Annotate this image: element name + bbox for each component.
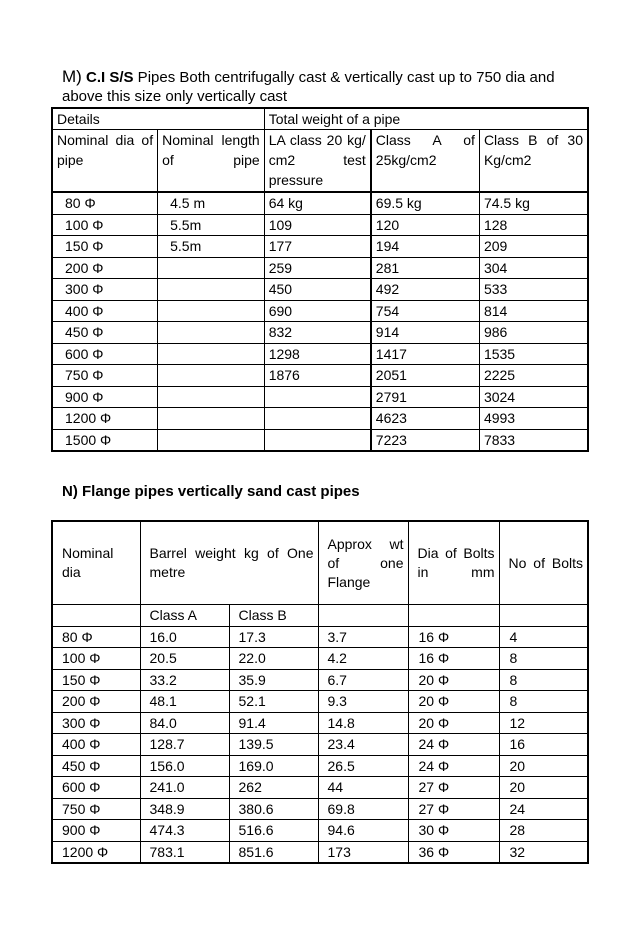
- table2-cell-class-a: 783.1: [140, 841, 229, 863]
- table1-col-nominal-length: Nominal length of pipe: [158, 130, 265, 193]
- table2-cell-class-b: 17.3: [229, 626, 318, 648]
- table1-cell-class-a: 4623: [371, 408, 480, 430]
- table1-cell-la-class: 832: [264, 322, 371, 344]
- section-n-heading: N) Flange pipes vertically sand cast pipes: [62, 483, 360, 500]
- table2-cell-class-a: 33.2: [140, 669, 229, 691]
- table1-cell-la-class: [264, 386, 371, 408]
- table1-cell-length: 5.5m: [158, 214, 265, 236]
- table1-cell-class-b: 74.5 kg: [479, 192, 588, 214]
- table2-cell-no-bolts: 8: [499, 669, 588, 691]
- table2-row: [52, 626, 588, 648]
- table1-cell-length: [158, 408, 265, 430]
- table2-row: [52, 841, 588, 863]
- table1-cell-length: [158, 343, 265, 365]
- table2-cell-no-bolts: 8: [499, 648, 588, 670]
- table1-col-class-a: Class A of 25kg/cm2: [371, 130, 480, 193]
- table1-cell-class-a: 914: [371, 322, 480, 344]
- table1-cell-dia: 100 Φ: [52, 214, 158, 236]
- table2-cell-approx-wt: 4.2: [318, 648, 408, 670]
- table1-row: [52, 322, 588, 344]
- table2-cell-class-b: 91.4: [229, 712, 318, 734]
- table2-cell-class-b: 22.0: [229, 648, 318, 670]
- table2-col-approx-wt: Approx wt of one Flange: [318, 521, 408, 605]
- table2-cell-no-bolts: 16: [499, 734, 588, 756]
- table2-cell-class-a: 84.0: [140, 712, 229, 734]
- table2-cell-dia: 80 Φ: [52, 626, 140, 648]
- table2-sub-class-a: Class A: [140, 605, 229, 627]
- table1-cell-class-b: 304: [479, 257, 588, 279]
- table1-cell-dia: 300 Φ: [52, 279, 158, 301]
- table1-cell-class-b: 7833: [479, 429, 588, 451]
- table2-cell-approx-wt: 6.7: [318, 669, 408, 691]
- table2-cell-dia-bolts: 24 Φ: [408, 755, 499, 777]
- table1-row: [52, 408, 588, 430]
- table2-col-barrel-weight: Barrel weight kg of One metre: [140, 521, 318, 605]
- table2-cell-approx-wt: 94.6: [318, 820, 408, 842]
- table2-cell-approx-wt: 173: [318, 841, 408, 863]
- table1-cell-class-b: 4993: [479, 408, 588, 430]
- table1-row: [52, 429, 588, 451]
- table1-body: [52, 192, 588, 451]
- table1-row: [52, 236, 588, 258]
- table2-row: [52, 734, 588, 756]
- table1-cell-dia: 900 Φ: [52, 386, 158, 408]
- table2-subheader-row: [52, 605, 588, 627]
- table2-cell-dia-bolts: 20 Φ: [408, 691, 499, 713]
- table1-cell-class-b: 986: [479, 322, 588, 344]
- table2-cell-dia-bolts: 27 Φ: [408, 777, 499, 799]
- table1-cell-dia: 450 Φ: [52, 322, 158, 344]
- table2-row: [52, 777, 588, 799]
- table1-cell-la-class: 259: [264, 257, 371, 279]
- table1-cell-dia: 150 Φ: [52, 236, 158, 258]
- table1-cell-la-class: 177: [264, 236, 371, 258]
- table2-cell-dia: 750 Φ: [52, 798, 140, 820]
- table2-cell-dia-bolts: 36 Φ: [408, 841, 499, 863]
- table1-cell-length: [158, 257, 265, 279]
- table1-cell-la-class: 690: [264, 300, 371, 322]
- table2-cell-dia: 300 Φ: [52, 712, 140, 734]
- table2-cell-no-bolts: 28: [499, 820, 588, 842]
- table1-row: [52, 279, 588, 301]
- table1-cell-dia: 400 Φ: [52, 300, 158, 322]
- table2-row: [52, 669, 588, 691]
- table2-row: [52, 712, 588, 734]
- table2-header-row: [52, 521, 588, 605]
- table1-cell-length: [158, 429, 265, 451]
- table1-cell-class-b: 533: [479, 279, 588, 301]
- table2-cell-approx-wt: 69.8: [318, 798, 408, 820]
- section-m-text: Pipes Both centrifugally cast & vertically cast up to 750 dia and above this size only vertically cast: [62, 69, 555, 105]
- table2-cell-dia-bolts: 24 Φ: [408, 734, 499, 756]
- table2-cell-no-bolts: 20: [499, 777, 588, 799]
- table2-cell-dia: 150 Φ: [52, 669, 140, 691]
- table2-cell-dia-bolts: 20 Φ: [408, 669, 499, 691]
- table1-cell-class-a: 69.5 kg: [371, 192, 480, 214]
- table2-cell-no-bolts: 20: [499, 755, 588, 777]
- table1-cell-class-a: 2051: [371, 365, 480, 387]
- table1-cell-dia: 80 Φ: [52, 192, 158, 214]
- table2-cell-approx-wt: 26.5: [318, 755, 408, 777]
- table2-cell-class-a: 156.0: [140, 755, 229, 777]
- table1-cell-dia: 200 Φ: [52, 257, 158, 279]
- table1-total-weight-header: Total weight of a pipe: [264, 108, 588, 130]
- table2-cell-class-a: 474.3: [140, 820, 229, 842]
- table2-cell-dia-bolts: 27 Φ: [408, 798, 499, 820]
- table2-row: [52, 798, 588, 820]
- table2-col-no-bolts: No of Bolts: [499, 521, 588, 605]
- table1-cell-length: [158, 322, 265, 344]
- table1-cell-class-b: 814: [479, 300, 588, 322]
- table1-cell-la-class: [264, 408, 371, 430]
- table2-cell-class-b: 52.1: [229, 691, 318, 713]
- table1-row: [52, 343, 588, 365]
- table2-cell-dia: 1200 Φ: [52, 841, 140, 863]
- table2-cell-class-b: 380.6: [229, 798, 318, 820]
- table2-cell-class-a: 241.0: [140, 777, 229, 799]
- table1-cell-la-class: 109: [264, 214, 371, 236]
- table2-cell-class-a: 128.7: [140, 734, 229, 756]
- table2-cell-class-b: 262: [229, 777, 318, 799]
- table2-cell-dia-bolts: 30 Φ: [408, 820, 499, 842]
- table1-cell-length: 5.5m: [158, 236, 265, 258]
- table2-cell-class-a: 48.1: [140, 691, 229, 713]
- table2-sub-empty: [52, 605, 140, 627]
- table1-cell-dia: 750 Φ: [52, 365, 158, 387]
- table1-cell-class-a: 2791: [371, 386, 480, 408]
- table2-cell-dia-bolts: 16 Φ: [408, 626, 499, 648]
- ci-pipes-weight-table: [51, 107, 589, 452]
- table2-cell-no-bolts: 8: [499, 691, 588, 713]
- table2-col-dia-bolts: Dia of Bolts in mm: [408, 521, 499, 605]
- table2-cell-no-bolts: 24: [499, 798, 588, 820]
- table1-row: [52, 386, 588, 408]
- table1-row: [52, 192, 588, 214]
- table1-cell-class-b: 3024: [479, 386, 588, 408]
- table2-cell-approx-wt: 23.4: [318, 734, 408, 756]
- table1-col-la-class: LA class 20 kg/ cm2 test pressure: [264, 130, 371, 193]
- table2-cell-approx-wt: 3.7: [318, 626, 408, 648]
- table2-cell-approx-wt: 14.8: [318, 712, 408, 734]
- table2-cell-dia: 400 Φ: [52, 734, 140, 756]
- table1-cell-class-a: 194: [371, 236, 480, 258]
- table2-body: [52, 626, 588, 863]
- table2-cell-dia: 200 Φ: [52, 691, 140, 713]
- table1-cell-class-a: 1417: [371, 343, 480, 365]
- table2-row: [52, 648, 588, 670]
- table2-cell-dia: 600 Φ: [52, 777, 140, 799]
- table2-sub-empty: [318, 605, 408, 627]
- table1-col-class-b: Class B of 30 Kg/cm2: [479, 130, 588, 193]
- table2-cell-class-a: 16.0: [140, 626, 229, 648]
- table1-cell-class-b: 128: [479, 214, 588, 236]
- table1-cell-dia: 1200 Φ: [52, 408, 158, 430]
- table2-cell-dia: 100 Φ: [52, 648, 140, 670]
- table2-cell-approx-wt: 44: [318, 777, 408, 799]
- table2-cell-no-bolts: 12: [499, 712, 588, 734]
- table2-row: [52, 691, 588, 713]
- table2-cell-approx-wt: 9.3: [318, 691, 408, 713]
- table1-cell-la-class: 1298: [264, 343, 371, 365]
- section-m-letter: M): [62, 67, 82, 86]
- table1-cell-dia: 600 Φ: [52, 343, 158, 365]
- table2-col-nominal-dia: Nominal dia: [52, 521, 140, 605]
- table1-cell-class-b: 209: [479, 236, 588, 258]
- table2-cell-no-bolts: 32: [499, 841, 588, 863]
- table2-cell-class-b: 139.5: [229, 734, 318, 756]
- table1-cell-class-b: 1535: [479, 343, 588, 365]
- table1-cell-class-a: 7223: [371, 429, 480, 451]
- table1-column-header-row: [52, 130, 588, 193]
- table2-row: [52, 820, 588, 842]
- table2-sub-empty: [408, 605, 499, 627]
- table1-row: [52, 214, 588, 236]
- section-m-bold-label: C.I S/S: [86, 69, 134, 86]
- table1-cell-la-class: 64 kg: [264, 192, 371, 214]
- table1-cell-la-class: 450: [264, 279, 371, 301]
- table2-cell-dia: 900 Φ: [52, 820, 140, 842]
- table1-cell-class-a: 754: [371, 300, 480, 322]
- table1-cell-dia: 1500 Φ: [52, 429, 158, 451]
- table2-cell-class-a: 20.5: [140, 648, 229, 670]
- table2-cell-class-a: 348.9: [140, 798, 229, 820]
- table2-cell-class-b: 516.6: [229, 820, 318, 842]
- table1-cell-length: [158, 300, 265, 322]
- table2-cell-class-b: 851.6: [229, 841, 318, 863]
- table1-cell-length: [158, 386, 265, 408]
- table2-cell-dia-bolts: 20 Φ: [408, 712, 499, 734]
- table2-sub-empty: [499, 605, 588, 627]
- flange-pipes-table: [51, 520, 589, 864]
- table1-cell-length: [158, 365, 265, 387]
- table2-cell-class-b: 169.0: [229, 755, 318, 777]
- table1-cell-la-class: 1876: [264, 365, 371, 387]
- table1-cell-la-class: [264, 429, 371, 451]
- table1-group-header-row: [52, 108, 588, 130]
- table1-row: [52, 365, 588, 387]
- table1-col-nominal-dia: Nominal dia of pipe: [52, 130, 158, 193]
- table2-sub-class-b: Class B: [229, 605, 318, 627]
- table1-cell-length: [158, 279, 265, 301]
- table2-row: [52, 755, 588, 777]
- table1-details-header: Details: [52, 108, 264, 130]
- table1-cell-class-a: 120: [371, 214, 480, 236]
- table1-cell-class-a: 492: [371, 279, 480, 301]
- table1-cell-length: 4.5 m: [158, 192, 265, 214]
- table2-cell-dia-bolts: 16 Φ: [408, 648, 499, 670]
- table1-row: [52, 300, 588, 322]
- table2-cell-dia: 450 Φ: [52, 755, 140, 777]
- table2-cell-class-b: 35.9: [229, 669, 318, 691]
- table1-cell-class-a: 281: [371, 257, 480, 279]
- table1-row: [52, 257, 588, 279]
- table2-cell-no-bolts: 4: [499, 626, 588, 648]
- table1-cell-class-b: 2225: [479, 365, 588, 387]
- section-m-heading: [62, 67, 582, 106]
